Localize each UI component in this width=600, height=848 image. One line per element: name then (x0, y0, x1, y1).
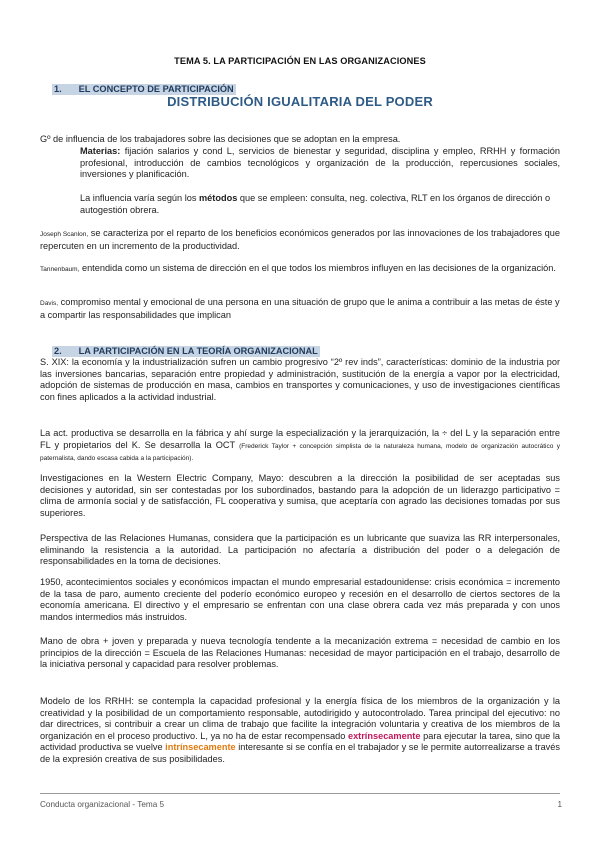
section-1-subtitle: DISTRIBUCIÓN IGUALITARIA DEL PODER (167, 94, 433, 109)
section-1-label: EL CONCEPTO DE PARTICIPACIÓN (78, 84, 234, 94)
davis-paragraph (40, 297, 560, 321)
scanlon-text: se caracteriza por el reparto de los beneficios económicos generados por las innovaciones de los trabajadores que repercuten en un incremento de la productividad. (40, 228, 560, 251)
tannenbaum-paragraph (40, 263, 560, 276)
materias-text: fijación salarios y cond L, servicios de bienestar y seguridad, disciplina y empleo, RRHH y formación profesional, introducción de cambios tecnológicos y organización de la producción, repercusiones sociales, inversiones y planificación. (80, 146, 560, 180)
modelo-rrhh-paragraph (40, 696, 560, 766)
scanlon-paragraph (40, 228, 560, 252)
act-productiva-note: (Frederick Taylor + concepción simplista de la naturaleza humana, modelo de organización autocrático y paternalista, dando escasa cabida a la participación). (40, 442, 560, 463)
metodos-pre: La influencia varía según los (80, 193, 197, 203)
xix-paragraph: S. XIX: la economía y la industrialización sufren un cambio progresivo “2º rev inds”, características: dominio de la industria por las inversiones bancarias, separación entre propiedad y administración, sustitución de la energía a vapor por la electricidad, adopción de sistemas de producción en masa, cambios en transportes y comunicaciones, y uso de investigaciones científicas con fines aplicados a la actividad industrial. (40, 357, 560, 402)
rrhh-text-a: Modelo de los RRHH: se contempla la capacidad profesional y la energía física de los miembros de la organización y la creatividad y la posibilidad de un comportamiento responsable, autodirigido y autocontrolado. Tarea principal del ejecutivo: no dar directrices, si contribuir a crear un clima de trabajo que facilite la integración voluntaria y creativa de los miembros de la organización en el proceso productivo. L, ya no ha de estar recompensado (40, 696, 560, 741)
footer-page-number: 1 (557, 800, 562, 809)
footer-course-title: Conducta organizacional - Tema 5 (40, 800, 165, 809)
intro-paragraph: Gº de influencia de los trabajadores sobre las decisiones que se adoptan en la empresa. (40, 134, 401, 144)
act-productiva-paragraph (40, 428, 560, 465)
metodos-label: métodos (199, 193, 238, 203)
relaciones-humanas-paragraph: Perspectiva de las Relaciones Humanas, considera que la participación es un lubricante que suaviza las RR interpersonales, eliminando la resistencia a la autoridad. La participación no afectaría a distribución del poder o a delegación de responsabilidades en la toma de decisiones. (40, 533, 560, 567)
rrhh-text-c: interesante si se confía en el trabajador y se le permite autorrealizarse a través de la expresión creativa de sus posibilidades. (40, 742, 560, 764)
section-1-heading (52, 84, 236, 94)
metodos-post: que se empleen: consulta, neg. colectiva, RLT en los órganos de dirección o autogestión obrera. (80, 193, 551, 215)
tannenbaum-author: Tannenbaum, (40, 266, 80, 273)
scanlon-author: Joseph Scanlon, (40, 231, 89, 238)
act-productiva-text: La act. productiva se desarrolla en la fábrica y ahí surge la especialización y la jerarquización, la ÷ del L y la separación entre FL y propietarios del K. Se desarrolla la OCT (40, 428, 560, 450)
materias-label: Materias: (80, 146, 121, 156)
davis-author: Davis, (40, 300, 59, 307)
metodos-paragraph (80, 193, 560, 216)
davis-text: compromiso mental y emocional de una persona en una situación de grupo que le anima a contribuir a las metas de éste y a compartir las responsabilidades que implican (40, 297, 560, 320)
section-2-label: LA PARTICIPACIÓN EN LA TEORÍA ORGANIZACIONAL (78, 346, 318, 356)
rrhh-intrinsecamente: intrínsecamente (165, 742, 236, 753)
document-title: TEMA 5. LA PARTICIPACIÓN EN LAS ORGANIZACIONES (174, 56, 426, 66)
tannenbaum-text: entendida como un sistema de dirección en el que todos los miembros influyen en las decisiones de la organización. (81, 263, 556, 273)
rrhh-text-b: para ejecutar la tarea, sino que la actividad productiva se vuelve (40, 730, 560, 753)
rrhh-extrinsecamente: extrínsecamente (347, 730, 421, 741)
materias-paragraph (80, 146, 560, 181)
year-1950-paragraph: 1950, acontecimientos sociales y económicos impactan el mundo empresarial estadounidense: crisis económica = incremento de la tasa de paro, aumento creciente del poderío económico europeo y recesión en el desarrollo de ciertos sectores de la economía americana. El directivo y el empresario se enfrentan con una clase obrera cada vez más preparada y con unos mandos intermedios más instruidos. (40, 577, 560, 622)
western-electric-paragraph: Investigaciones en la Western Electric Company, Mayo: descubren a la dirección la posibilidad de ser aceptadas sus decisiones y autoridad, sin ser contestadas por los subordinados, bastando para la adopción de un liderazgo participativo = clima de armonía social y de satisfacción, FL cooperativa y sumisa, que aceptaría con agrado las decisiones tomadas por sus superiores. (40, 473, 560, 518)
section-1-number: 1. (54, 84, 62, 94)
section-2-number: 2. (54, 346, 62, 356)
footer-divider (40, 793, 560, 794)
mano-de-obra-paragraph: Mano de obra + joven y preparada y nueva tecnología tendente a la mecanización extrema = necesidad de cambio en los principios de la dirección = Escuela de las Relaciones Humanas: necesidad de mayor participación en el trabajo, desarrollo de la iniciativa personal y capacidad para resolver problemas. (40, 636, 560, 670)
section-2-heading (52, 346, 320, 356)
